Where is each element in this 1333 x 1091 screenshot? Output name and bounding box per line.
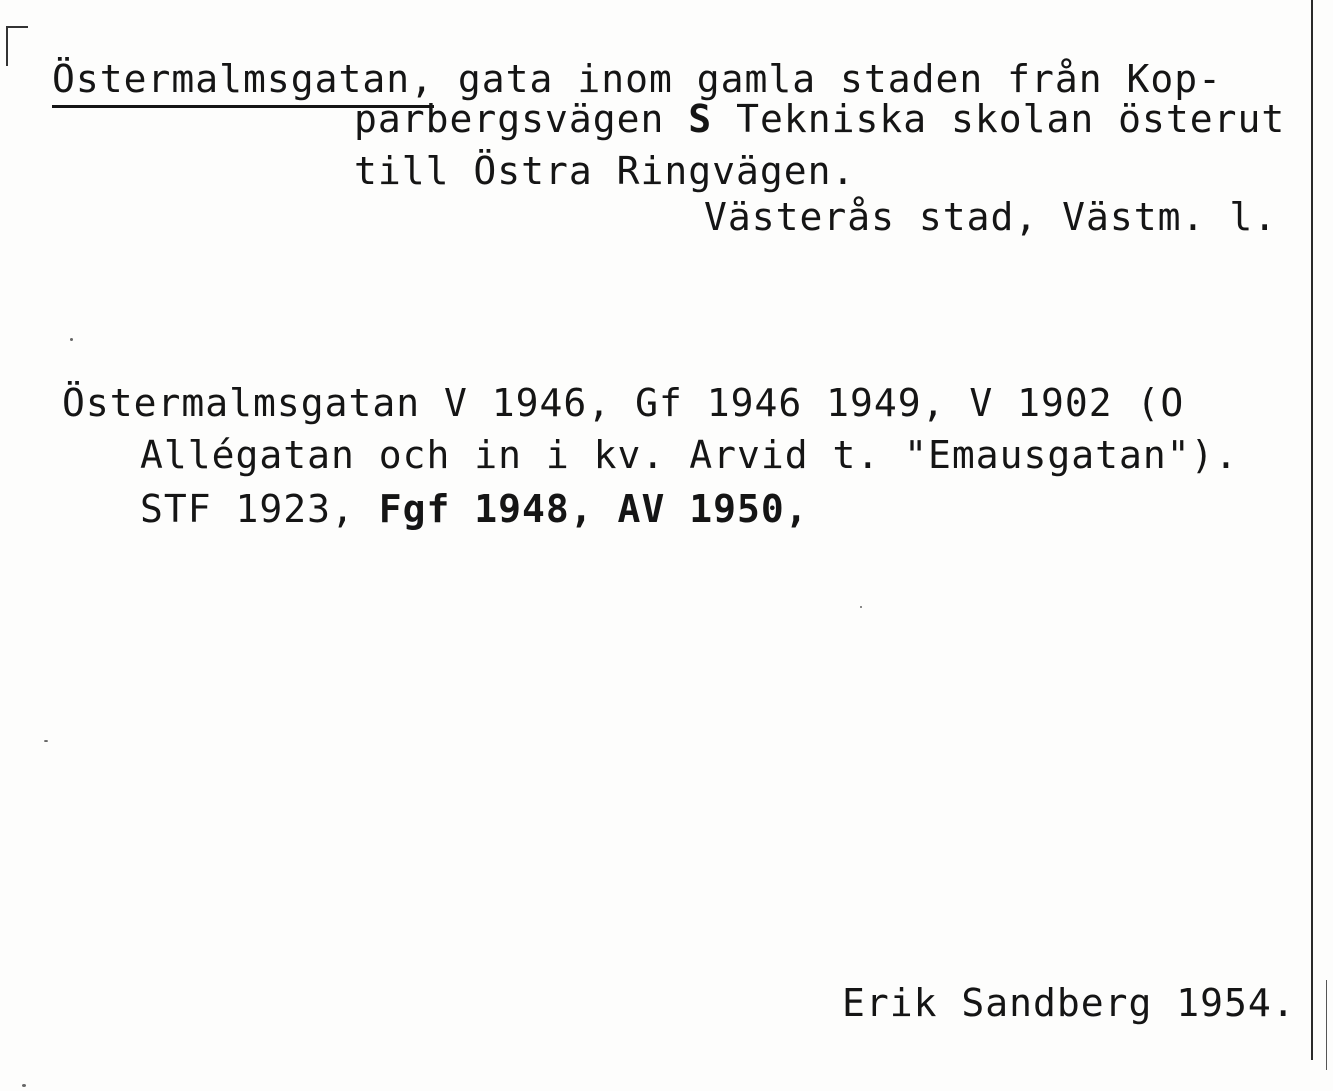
references-line-3 (140, 487, 809, 531)
ink-speck (44, 740, 48, 742)
entry-headword: Östermalmsgatan, (52, 57, 434, 108)
entry-line-2-post: Tekniska skolan österut (712, 97, 1286, 141)
entry-line-1-text: gata inom gamla staden från Kop- (434, 57, 1223, 101)
entry-location: Västerås stad, Västm. l. (704, 195, 1278, 239)
references-line-3-pre: STF 1923, (140, 487, 379, 531)
references-line-2: Allégatan och in i kv. Arvid t. "Emausgatan"). (140, 433, 1239, 477)
card-right-edge (1311, 0, 1313, 1060)
signature: Erik Sandberg 1954. (842, 981, 1296, 1025)
ink-speck (22, 1084, 26, 1087)
card-corner-mark (6, 26, 28, 28)
references-line-3-bold: Fgf 1948, AV 1950, (378, 487, 809, 531)
entry-line-1 (52, 57, 1223, 101)
entry-line-2 (354, 97, 1286, 141)
card-right-edge-secondary (1326, 980, 1327, 1070)
card-corner-mark-vertical (6, 26, 8, 66)
entry-line-3: till Östra Ringvägen. (354, 149, 856, 193)
entry-line-2-pre: parbergsvägen (354, 97, 689, 141)
ink-speck (860, 606, 862, 608)
references-line-1: Östermalmsgatan V 1946, Gf 1946 1949, V 1902 (O (62, 381, 1185, 425)
entry-line-2-bold: S (688, 97, 713, 141)
ink-speck (70, 338, 73, 341)
